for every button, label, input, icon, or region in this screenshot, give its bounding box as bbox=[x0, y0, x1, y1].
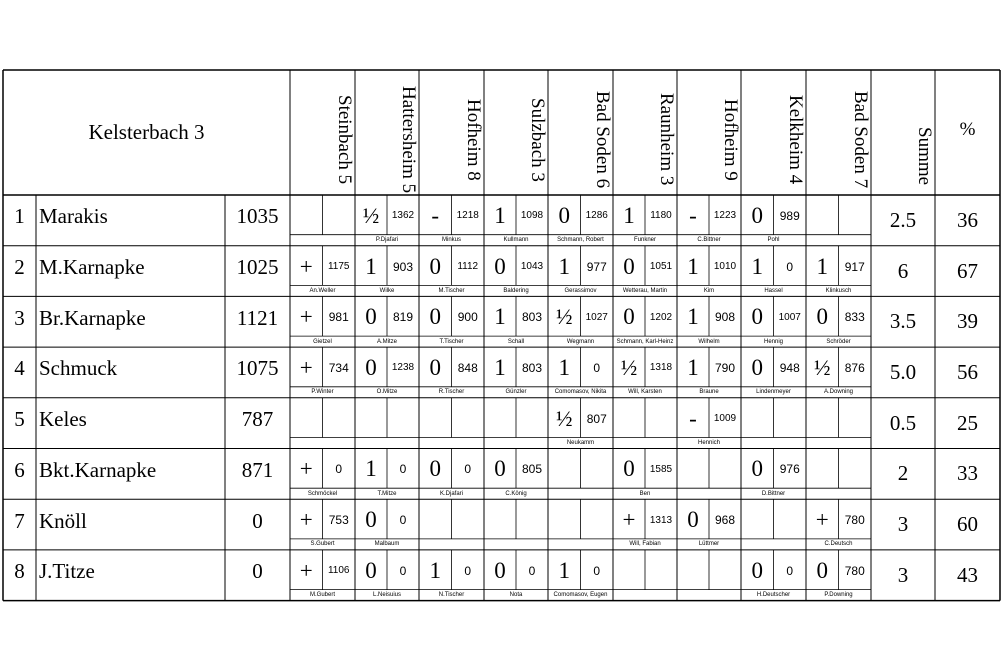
opponent-name: Klinkusch bbox=[825, 287, 852, 294]
opponent-name: H.Deutscher bbox=[756, 592, 791, 599]
player-rating: 787 bbox=[241, 407, 274, 432]
opponent-name: P.Djafari bbox=[375, 237, 399, 244]
opponent-name: Schall bbox=[507, 338, 525, 345]
player-number: 4 bbox=[14, 356, 25, 381]
column-header: Raunheim 3 bbox=[656, 93, 677, 186]
opponent-rating: 900 bbox=[457, 310, 478, 325]
game-result: + bbox=[622, 507, 636, 533]
game-result: 1 bbox=[494, 354, 506, 380]
game-result: 0 bbox=[429, 304, 441, 330]
opponent-name: An.Weller bbox=[309, 287, 336, 294]
opponent-rating: 1313 bbox=[649, 514, 673, 526]
game-result: ½ bbox=[556, 405, 573, 431]
player-sum: 0.5 bbox=[889, 410, 917, 435]
column-header: Bad Soden 7 bbox=[850, 90, 871, 189]
column-header: Sulzbach 3 bbox=[527, 97, 548, 182]
game-result: 0 bbox=[494, 557, 506, 583]
opponent-rating: 0 bbox=[399, 462, 407, 477]
player-rating: 0 bbox=[252, 559, 263, 584]
opponent-rating: 780 bbox=[844, 513, 865, 528]
opponent-rating: 1007 bbox=[778, 311, 801, 323]
opponent-rating: 0 bbox=[464, 563, 472, 578]
opponent-name: C.König bbox=[505, 490, 527, 497]
opponent-rating: 1362 bbox=[391, 210, 415, 222]
opponent-rating: 1175 bbox=[327, 261, 350, 273]
opponent-name: Schmann, Karl-Heinz bbox=[616, 338, 674, 345]
player-number: 2 bbox=[14, 255, 25, 280]
game-result: 0 bbox=[365, 507, 377, 533]
opponent-rating: 1051 bbox=[649, 261, 673, 273]
opponent-name: R.Tischer bbox=[438, 389, 465, 396]
player-number: 6 bbox=[14, 457, 25, 482]
opponent-rating: 819 bbox=[392, 310, 414, 325]
opponent-name: Schmöckel bbox=[307, 490, 338, 497]
opponent-rating: 805 bbox=[521, 462, 543, 477]
opponent-rating: 0 bbox=[399, 513, 407, 528]
opponent-rating: 803 bbox=[521, 310, 543, 325]
opponent-rating: 1027 bbox=[585, 311, 608, 323]
player-rating: 0 bbox=[252, 508, 263, 533]
opponent-rating: 977 bbox=[586, 259, 607, 274]
opponent-rating: 876 bbox=[844, 360, 865, 375]
game-result: + bbox=[299, 304, 313, 330]
opponent-rating: 1098 bbox=[520, 210, 544, 222]
opponent-name: Schmann, Robert bbox=[557, 237, 604, 244]
opponent-rating: 989 bbox=[779, 208, 800, 223]
player-sum: 3 bbox=[897, 562, 909, 587]
opponent-rating: 807 bbox=[586, 411, 607, 426]
opponent-name: Pohl bbox=[767, 237, 780, 244]
opponent-name: C.Bittner bbox=[697, 237, 721, 244]
column-header: Kelkheim 4 bbox=[785, 94, 806, 185]
opponent-rating: 976 bbox=[779, 462, 800, 477]
sum-header: Summe bbox=[914, 127, 935, 186]
game-result: 0 bbox=[623, 456, 635, 482]
player-percent: 25 bbox=[957, 410, 978, 435]
player-rating: 1025 bbox=[236, 255, 279, 280]
opponent-name: L.Neisuius bbox=[372, 592, 401, 599]
player-name: J.Titze bbox=[39, 559, 95, 584]
player-name: M.Karnapke bbox=[39, 255, 145, 280]
opponent-rating: 1223 bbox=[713, 210, 737, 222]
player-name: Marakis bbox=[39, 204, 108, 229]
opponent-name: Minkus bbox=[441, 237, 461, 244]
game-result: 0 bbox=[816, 557, 828, 583]
player-sum: 3 bbox=[897, 512, 909, 537]
game-result: 1 bbox=[751, 253, 763, 279]
game-result: 1 bbox=[623, 202, 635, 228]
opponent-rating: 753 bbox=[328, 513, 349, 528]
opponent-rating: 0 bbox=[464, 462, 472, 477]
opponent-name: T.Mitze bbox=[377, 490, 397, 497]
opponent-rating: 790 bbox=[714, 360, 736, 375]
player-name: Br.Karnapke bbox=[39, 305, 146, 330]
game-result: 0 bbox=[429, 354, 441, 380]
column-header: Hofheim 8 bbox=[463, 98, 484, 181]
opponent-name: A.Mitze bbox=[376, 338, 397, 345]
player-number: 3 bbox=[14, 305, 25, 330]
opponent-name: Wilhelm bbox=[698, 338, 720, 345]
opponent-name: Funkner bbox=[633, 237, 656, 244]
game-result: 1 bbox=[494, 202, 506, 228]
opponent-name: Wegmann bbox=[566, 338, 595, 345]
opponent-name: Wilke bbox=[379, 287, 395, 294]
opponent-name: Will, Karsten bbox=[628, 389, 662, 396]
game-result: 0 bbox=[751, 354, 763, 380]
column-header: Steinbach 5 bbox=[334, 94, 355, 185]
opponent-name: Hennich bbox=[697, 440, 720, 446]
opponent-rating: 1318 bbox=[649, 362, 673, 374]
opponent-name: Schröder bbox=[826, 338, 851, 345]
game-result: 1 bbox=[365, 253, 377, 279]
game-result: 0 bbox=[494, 456, 506, 482]
game-result: 0 bbox=[751, 456, 763, 482]
game-result: - bbox=[689, 202, 697, 228]
opponent-name: Kullmann bbox=[503, 237, 529, 244]
opponent-name: M.Gubert bbox=[309, 592, 335, 599]
game-result: ½ bbox=[362, 202, 380, 228]
player-percent: 43 bbox=[957, 562, 978, 587]
player-percent: 56 bbox=[957, 359, 978, 384]
opponent-name: Kim bbox=[703, 287, 715, 294]
opponent-rating: 917 bbox=[844, 259, 865, 274]
game-result: 0 bbox=[687, 507, 699, 533]
column-header: Bad Soden 6 bbox=[592, 90, 613, 189]
player-percent: 39 bbox=[957, 309, 978, 334]
game-result: ½ bbox=[620, 354, 638, 380]
player-number: 7 bbox=[14, 508, 25, 533]
game-result: 0 bbox=[816, 304, 828, 330]
player-number: 1 bbox=[14, 204, 25, 229]
player-name: Bkt.Karnapke bbox=[39, 457, 157, 482]
opponent-name: D.Bittner bbox=[761, 490, 786, 497]
opponent-name: O.Mitze bbox=[376, 389, 398, 396]
game-result: 0 bbox=[751, 557, 763, 583]
game-result: 1 bbox=[558, 354, 570, 380]
player-name: Knöll bbox=[39, 508, 87, 533]
game-result: 0 bbox=[494, 253, 506, 279]
player-percent: 60 bbox=[957, 512, 978, 537]
game-result: 1 bbox=[558, 253, 570, 279]
opponent-rating: 1286 bbox=[585, 210, 608, 222]
game-result: ½ bbox=[814, 354, 831, 380]
player-number: 8 bbox=[14, 559, 25, 584]
game-result: ½ bbox=[556, 304, 573, 330]
opponent-rating: 1043 bbox=[520, 261, 544, 273]
game-result: 0 bbox=[365, 354, 377, 380]
game-result: - bbox=[431, 202, 440, 228]
column-header: Hattersheim 5 bbox=[398, 85, 419, 194]
game-result: - bbox=[689, 405, 697, 431]
opponent-rating: 0 bbox=[593, 563, 601, 578]
game-result: + bbox=[299, 557, 313, 583]
opponent-rating: 0 bbox=[399, 563, 407, 578]
opponent-name: Hassel bbox=[764, 287, 783, 294]
game-result: 1 bbox=[494, 304, 506, 330]
opponent-name: S.Gubert bbox=[310, 541, 335, 548]
game-result: 1 bbox=[816, 253, 828, 279]
opponent-rating: 908 bbox=[714, 310, 736, 325]
player-rating: 871 bbox=[241, 457, 274, 482]
opponent-name: A.Downing bbox=[823, 389, 853, 396]
game-result: 1 bbox=[687, 304, 699, 330]
opponent-rating: 0 bbox=[335, 462, 343, 477]
opponent-rating: 981 bbox=[328, 310, 349, 325]
player-rating: 1075 bbox=[236, 356, 279, 381]
player-sum: 5.0 bbox=[889, 359, 917, 384]
percent-header: % bbox=[959, 119, 976, 140]
game-result: 1 bbox=[687, 354, 699, 380]
player-percent: 33 bbox=[957, 461, 978, 486]
opponent-rating: 1010 bbox=[713, 261, 737, 273]
opponent-rating: 1202 bbox=[649, 311, 673, 323]
column-header: Hofheim 9 bbox=[720, 98, 741, 181]
opponent-name: Gietzel bbox=[313, 338, 332, 345]
player-sum: 2 bbox=[897, 461, 909, 486]
opponent-rating: 968 bbox=[714, 513, 736, 528]
game-result: 0 bbox=[429, 253, 441, 279]
opponent-name: M.Tischer bbox=[438, 287, 465, 294]
opponent-rating: 1180 bbox=[650, 210, 672, 222]
game-result: 0 bbox=[429, 456, 441, 482]
opponent-rating: 1238 bbox=[391, 362, 415, 374]
opponent-rating: 948 bbox=[779, 360, 800, 375]
game-result: 0 bbox=[365, 304, 377, 330]
game-result: 0 bbox=[365, 557, 377, 583]
opponent-name: Hennig bbox=[763, 338, 783, 345]
player-name: Keles bbox=[39, 407, 87, 432]
opponent-rating: 1218 bbox=[456, 210, 479, 222]
opponent-name: P.Winter bbox=[311, 389, 334, 396]
opponent-rating: 734 bbox=[328, 360, 349, 375]
opponent-name: Lüttmer bbox=[698, 541, 720, 548]
opponent-rating: 833 bbox=[844, 310, 865, 325]
opponent-name: Lindenmeyer bbox=[756, 389, 791, 396]
player-rating: 1121 bbox=[236, 305, 279, 330]
player-rating: 1035 bbox=[236, 204, 279, 229]
opponent-name: N.Tischer bbox=[438, 592, 465, 599]
opponent-name: T.Tischer bbox=[439, 338, 464, 345]
opponent-rating: 0 bbox=[593, 360, 601, 375]
opponent-name: Günzler bbox=[505, 389, 527, 396]
player-percent: 36 bbox=[957, 207, 978, 232]
opponent-rating: 1112 bbox=[457, 261, 479, 273]
game-result: 1 bbox=[365, 456, 377, 482]
player-sum: 3.5 bbox=[889, 309, 917, 334]
opponent-rating: 780 bbox=[844, 563, 865, 578]
opponent-name: Will, Fabian bbox=[629, 541, 661, 548]
opponent-rating: 0 bbox=[786, 563, 794, 578]
team-title: Kelsterbach 3 bbox=[88, 120, 205, 144]
opponent-name: Malbaum bbox=[374, 541, 400, 548]
player-sum: 2.5 bbox=[889, 207, 917, 232]
opponent-name: Comomasov, Nikita bbox=[554, 389, 607, 396]
opponent-name: C.Deutsch bbox=[824, 541, 853, 548]
game-result: + bbox=[299, 456, 313, 482]
opponent-name: Comomasov, Eugen bbox=[553, 592, 608, 599]
game-result: + bbox=[299, 354, 313, 380]
player-sum: 6 bbox=[897, 258, 909, 283]
game-result: 0 bbox=[751, 202, 763, 228]
opponent-rating: 803 bbox=[521, 360, 543, 375]
game-result: 0 bbox=[623, 253, 635, 279]
opponent-name: Braune bbox=[699, 389, 719, 396]
game-result: + bbox=[299, 507, 313, 533]
game-result: 0 bbox=[623, 304, 635, 330]
game-result: 1 bbox=[687, 253, 699, 279]
game-result: 1 bbox=[558, 557, 570, 583]
opponent-rating: 1585 bbox=[649, 463, 673, 475]
game-result: + bbox=[299, 253, 313, 279]
game-result: 0 bbox=[751, 304, 763, 330]
opponent-rating: 1106 bbox=[327, 565, 350, 577]
game-result: 1 bbox=[429, 557, 441, 583]
opponent-rating: 0 bbox=[786, 259, 794, 274]
opponent-name: Neukamm bbox=[566, 440, 595, 446]
opponent-rating: 0 bbox=[528, 563, 536, 578]
opponent-rating: 848 bbox=[457, 360, 478, 375]
opponent-rating: 1009 bbox=[713, 413, 737, 425]
opponent-rating: 903 bbox=[392, 259, 414, 274]
player-name: Schmuck bbox=[39, 356, 118, 381]
player-percent: 67 bbox=[957, 258, 978, 283]
player-number: 5 bbox=[14, 407, 25, 432]
game-result: 0 bbox=[558, 202, 570, 228]
game-result: + bbox=[815, 507, 829, 533]
opponent-name: K.Djafari bbox=[439, 490, 463, 497]
opponent-name: Gerassimov bbox=[564, 287, 597, 294]
opponent-name: P.Downing bbox=[824, 592, 853, 599]
opponent-name: Nota bbox=[509, 592, 523, 599]
opponent-name: Ben bbox=[639, 490, 651, 497]
opponent-name: Wetterau, Martin bbox=[622, 287, 668, 294]
opponent-name: Baldering bbox=[503, 287, 529, 294]
